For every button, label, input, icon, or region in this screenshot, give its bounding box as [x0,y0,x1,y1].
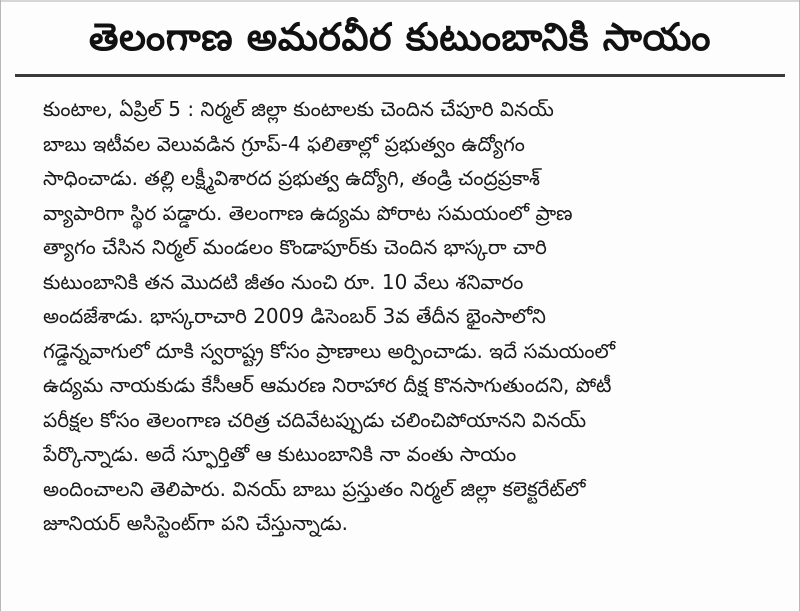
article-line: అందించాలని తెలిపారు. వినయ్ బాబు ప్రస్తుతం నిర్మల్ జిల్లా కలెక్టరేట్‌లో [43,476,586,501]
article-line: ఉద్యమ నాయకుడు కేసీఆర్ ఆమరణ నిరాహార దీక్ష కొనసాగుతుందని, పోటీ [43,373,612,397]
article-line: త్యాగం చేసిన నిర్మల్ మండలం కొండాపూర్‌కు చెందిన భాస్కరా చారి [43,235,547,259]
article-line: పేర్కొన్నాడు. అదే స్ఫూర్తితో ఆ కుటుంబానికి నా వంతు సాయం [43,442,517,466]
article-body [43,92,769,541]
article-line: వ్యాపారిగా స్థిర పడ్డారు. తెలంగాణ ఉద్యమ పోరాట సమయంలో ప్రాణ [43,200,573,225]
article-line: బాబు ఇటీవల వెలువడిన గ్రూప్-4 ఫలితాల్లో ప్రభుత్వం ఉద్యోగం [43,131,525,156]
article-line: పరీక్షల కోసం తెలంగాణ చరిత్ర చదివేటప్పుడు చలించిపోయానని వినయ్ [43,407,587,432]
article-line: గడ్డెన్నవాగులో దూకి స్వరాష్ట్ర కోసం ప్రాణాలు అర్పించాడు. ఇదే సమయంలో [43,338,616,363]
top-border [1,0,799,2]
article-headline: తెలంగాణ అమరవీర కుటుంబానికి సాయం [88,15,712,59]
article-line: సాధించాడు. తల్లి లక్ష్మీవిశారద ప్రభుత్వ ఉద్యోగి, తండ్రి చంద్రప్రకాశ్ [43,166,540,190]
article-line: జూనియర్ అసిస్టెంట్‌గా పని చేస్తున్నాడు. [43,511,349,535]
article-line: కుటుంబానికి తన మొదటి జీతం నుంచి రూ. 10 వేలు శనివారం [43,269,524,294]
headline-divider [15,74,785,77]
article-line: అందజేశాడు. భాస్కరాచారి 2009 డిసెంబర్ 3వ తేదీన భైంసాలోని [43,304,546,328]
article-line: కుంటాల, ఏప్రిల్ 5 : నిర్మల్ జిల్లా కుంటాలకు చెందిన చేపూరి వినయ్ [43,97,554,121]
